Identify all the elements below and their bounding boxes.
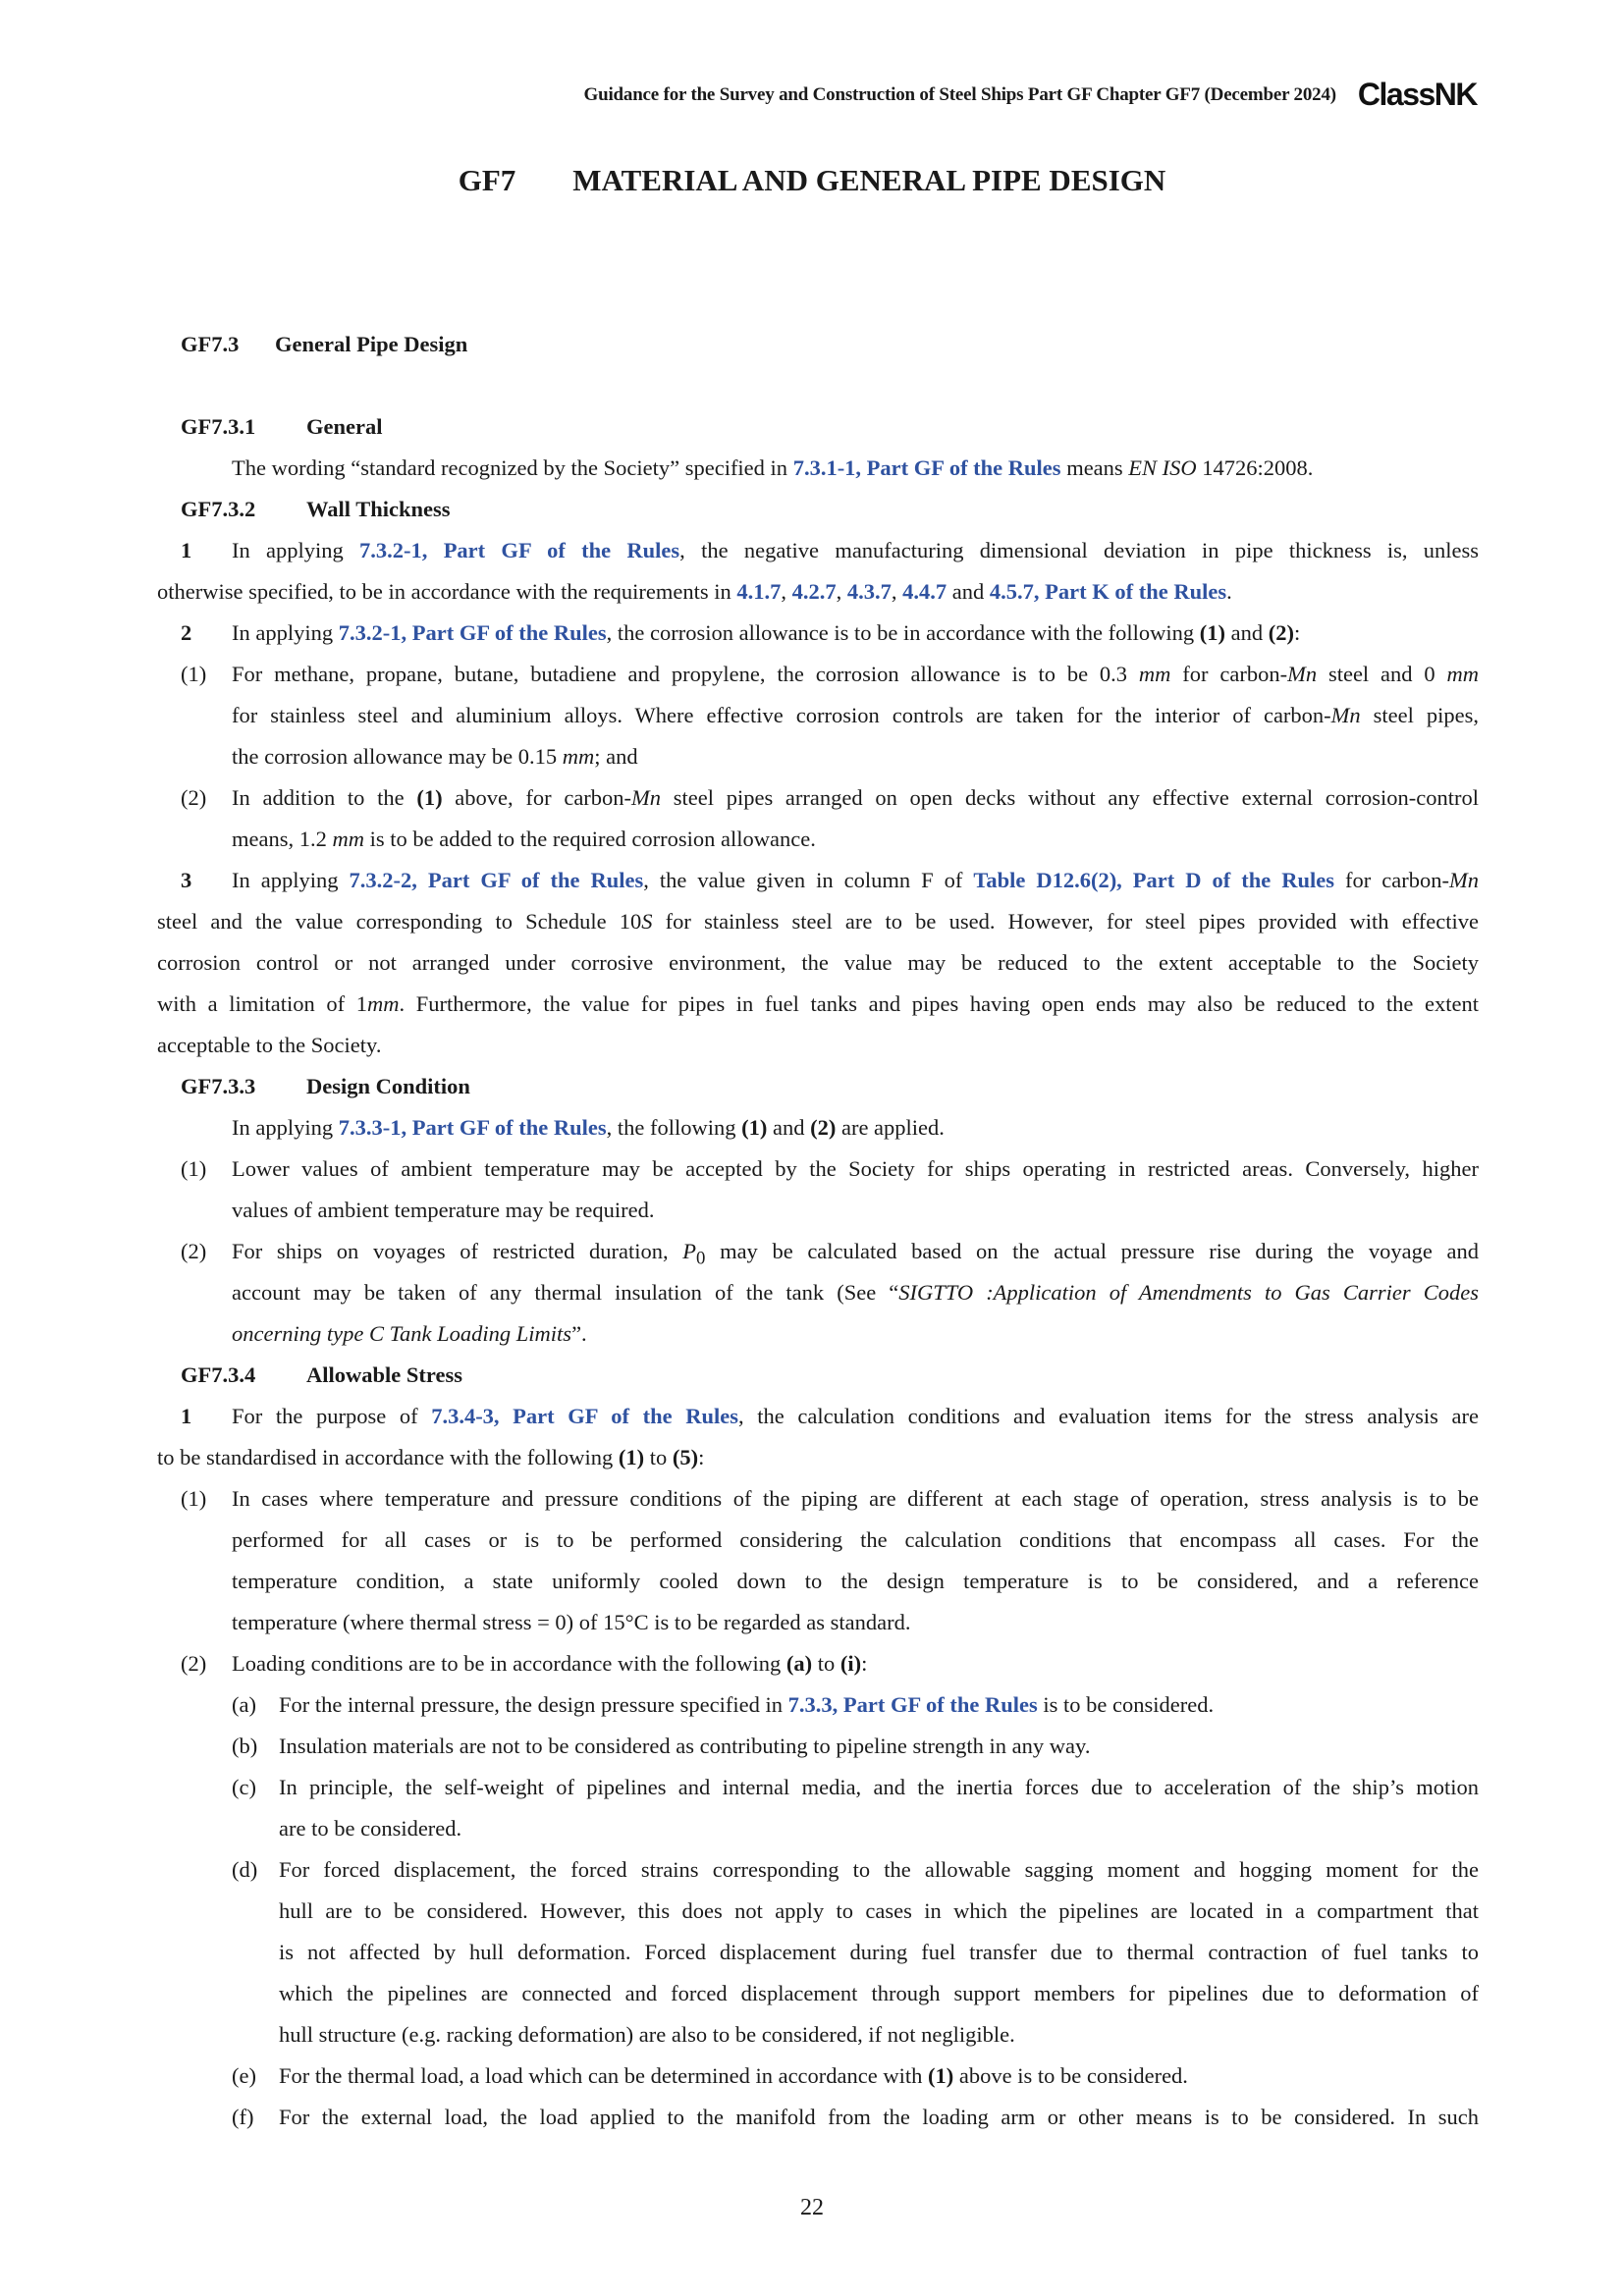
paragraph-3-cont: acceptable to the Society.: [157, 1033, 382, 1057]
paragraph-2: 2 In applying 7.3.2-1, Part GF of the Rules, the corrosion allowance is to be in accordance with the following (1) and (2):: [181, 620, 1301, 645]
list-item-2: (2) For ships on voyages of restricted duration, $P_0$ may be calculated based on the actual pressure rise during the voyage and: [181, 1239, 1479, 1269]
sub-item-d-cont: hull are to be considered. However, this does not apply to cases in which the pipelines are located in a compartment that: [279, 1898, 1479, 1923]
chapter-number: GF7: [458, 163, 516, 197]
list-item-1-cont: temperature (where thermal stress = 0) of 15°C is to be regarded as standard.: [232, 1610, 911, 1634]
sub-item-a: (a) For the internal pressure, the design pressure specified in 7.3.3, Part GF of the Rules is to be considered.: [232, 1692, 1215, 1717]
paragraph-3-cont: with a limitation of 1mm. Furthermore, the value for pipes in fuel tanks and pipes having open ends may also be reduced to the extent: [157, 991, 1480, 1016]
rule-link[interactable]: 7.3.4-3, Part GF of the Rules: [431, 1404, 739, 1428]
chapter-name: MATERIAL AND GENERAL PIPE DESIGN: [572, 163, 1166, 197]
list-item-1-cont: temperature condition, a state uniformly cooled down to the design temperature is to be considered, and a reference: [232, 1569, 1479, 1593]
rule-link[interactable]: 4.5.7, Part K of the Rules: [989, 579, 1227, 604]
rule-link[interactable]: 7.3.2-2, Part GF of the Rules: [349, 868, 644, 892]
subsection-heading-gf7-3-2: GF7.3.2 Wall Thickness: [181, 497, 451, 521]
paragraph-1: 1 For the purpose of 7.3.4-3, Part GF of the Rules, the calculation conditions and evaluation items for the stress analysis are: [181, 1404, 1479, 1428]
sub-item-d-cont: which the pipelines are connected and forced displacement through support members for pipelines due to deformation of: [279, 1981, 1479, 2005]
list-item-1: (1) Lower values of ambient temperature may be accepted by the Society for ships operating in restricted areas. Conversely, higher: [181, 1156, 1479, 1181]
list-item-1: (1) In cases where temperature and pressure conditions of the piping are different at each stage of operation, stress analysis is to be: [181, 1486, 1479, 1511]
subsection-heading-gf7-3-3: GF7.3.3 Design Condition: [181, 1074, 470, 1098]
rule-link[interactable]: 4.2.7: [791, 579, 837, 604]
table-link[interactable]: Table D12.6(2), Part D of the Rules: [973, 868, 1335, 892]
rule-link[interactable]: 7.3.3, Part GF of the Rules: [787, 1692, 1038, 1717]
list-item-1-cont: for stainless steel and aluminium alloys. Where effective corrosion controls are taken for the interior of carbon-Mn steel pipes,: [232, 703, 1479, 727]
paragraph-3: 3 In applying 7.3.2-2, Part GF of the Rules, the value given in column F of Table D12.6(2), Part D of the Rules for carbon-Mn: [181, 868, 1479, 892]
list-item-1-cont: the corrosion allowance may be 0.15 mm; and: [232, 744, 638, 769]
section-heading-gf7-3: GF7.3 General Pipe Design: [181, 332, 468, 356]
paragraph-3-cont: corrosion control or not arranged under corrosive environment, the value may be reduced to the extent acceptable to the Society: [157, 950, 1479, 975]
rule-link[interactable]: 7.3.2-1, Part GF of the Rules: [359, 538, 680, 562]
sub-item-d-cont: is not affected by hull deformation. Forced displacement during fuel transfer due to thermal contraction of fuel tanks to: [279, 1940, 1479, 1964]
subsection-heading-gf7-3-4: GF7.3.4 Allowable Stress: [181, 1362, 462, 1387]
sub-item-c: (c) In principle, the self-weight of pipelines and internal media, and the inertia forces due to acceleration of the ship’s motion: [232, 1775, 1479, 1799]
rule-link[interactable]: 7.3.1-1, Part GF of the Rules: [792, 455, 1061, 480]
paragraph-1-cont: to be standardised in accordance with the following (1) to (5):: [157, 1445, 705, 1469]
list-item-2: (2) In addition to the (1) above, for carbon-Mn steel pipes arranged on open decks without any effective external corrosion-control: [181, 785, 1479, 810]
sub-item-b: (b) Insulation materials are not to be considered as contributing to pipeline strength in any way.: [232, 1734, 1091, 1758]
running-header: [584, 77, 1478, 113]
rule-link[interactable]: 4.4.7: [902, 579, 947, 604]
list-item-1-cont: performed for all cases or is to be performed considering the calculation conditions that encompass all cases. For the: [232, 1527, 1479, 1552]
rule-link[interactable]: 7.3.2-1, Part GF of the Rules: [338, 620, 607, 645]
page-number: 22: [800, 2195, 824, 2220]
sub-item-d-cont: hull structure (e.g. racking deformation) are also to be considered, if not negligible.: [279, 2022, 1015, 2047]
list-item-2-cont: account may be taken of any thermal insulation of the tank (See “SIGTTO :Application of Amendments to Gas Carrier Codes: [232, 1280, 1479, 1305]
sub-item-e: (e) For the thermal load, a load which can be determined in accordance with (1) above is to be considered.: [232, 2063, 1188, 2088]
rule-link[interactable]: 7.3.3-1, Part GF of the Rules: [338, 1115, 607, 1140]
list-item-2: (2) Loading conditions are to be in accordance with the following (a) to (i):: [181, 1651, 868, 1676]
paragraph-design-condition: In applying 7.3.3-1, Part GF of the Rules, the following (1) and (2) are applied.: [232, 1115, 945, 1140]
classnk-logo: ClassNK: [1357, 77, 1477, 112]
paragraph-1-cont: otherwise specified, to be in accordance with the requirements in 4.1.7, 4.2.7, 4.3.7, 4.4.7 and 4.5.7, Part K of the Rules.: [157, 579, 1232, 604]
list-item-2-cont: oncerning type C Tank Loading Limits”.: [232, 1321, 587, 1346]
list-item-2-cont: means, 1.2 mm is to be added to the required corrosion allowance.: [232, 827, 816, 851]
paragraph-3-cont: steel and the value corresponding to Schedule 10S for stainless steel are to be used. However, for steel pipes provided with effective: [157, 909, 1479, 934]
sub-item-c-cont: are to be considered.: [279, 1816, 462, 1841]
chapter-title: [0, 163, 1624, 198]
subsection-heading-gf7-3-1: GF7.3.1 General: [181, 414, 383, 439]
running-title: Guidance for the Survey and Construction of Steel Ships Part GF Chapter GF7 (December 2024): [583, 83, 1336, 105]
sub-item-d: (d) For forced displacement, the forced strains corresponding to the allowable sagging moment and hogging moment for the: [232, 1857, 1479, 1882]
document-body: [157, 324, 1479, 2138]
rule-link[interactable]: 4.3.7: [846, 579, 892, 604]
list-item-1: (1) For methane, propane, butane, butadiene and propylene, the corrosion allowance is to be 0.3 mm for carbon-Mn steel and 0 mm: [181, 662, 1480, 686]
paragraph-general: The wording “standard recognized by the Society” specified in 7.3.1-1, Part GF of the Rules means EN ISO 14726:2008.: [232, 455, 1314, 480]
list-item-1-cont: values of ambient temperature may be required.: [232, 1198, 655, 1222]
rule-link[interactable]: 4.1.7: [736, 579, 782, 604]
sub-item-f: (f) For the external load, the load applied to the manifold from the loading arm or other means is to be considered. In such: [232, 2105, 1479, 2129]
paragraph-1: 1 In applying 7.3.2-1, Part GF of the Rules, the negative manufacturing dimensional deviation in pipe thickness is, unless: [181, 538, 1480, 562]
